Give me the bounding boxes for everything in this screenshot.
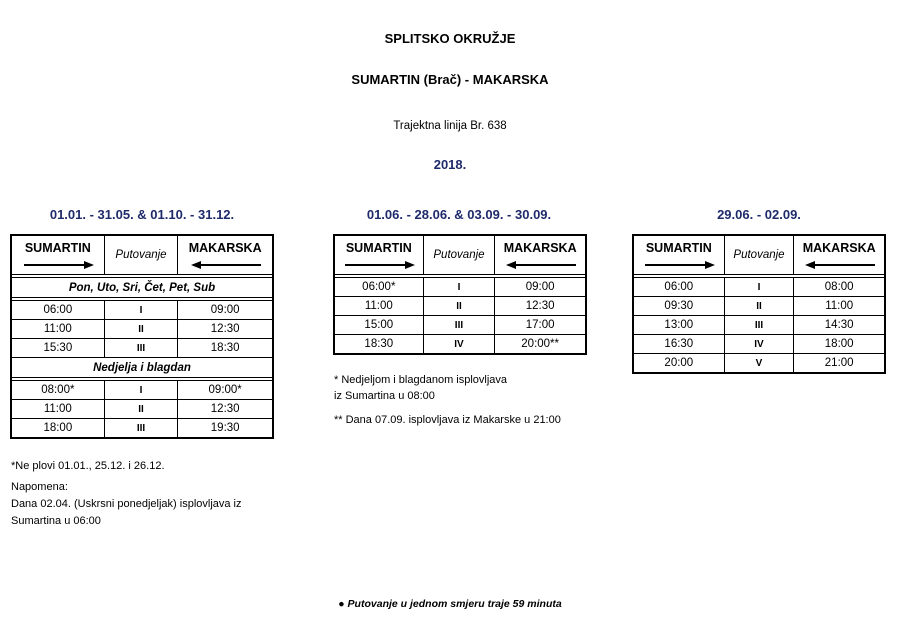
duration-label: Putovanje bbox=[724, 235, 794, 275]
table-row: 15:00 III 17:00 bbox=[334, 316, 586, 335]
year: 2018. bbox=[433, 157, 467, 172]
table-row: 18:00 III 19:30 bbox=[11, 419, 273, 439]
note: Sumartina u 06:00 bbox=[11, 515, 101, 527]
timetable-2 bbox=[333, 234, 587, 355]
region-title: SPLITSKO OKRUŽJE bbox=[384, 31, 516, 46]
section-label: Nedjelja i blagdan bbox=[11, 358, 273, 378]
timetable-1 bbox=[10, 234, 274, 439]
arrow-right-icon bbox=[345, 260, 415, 270]
note: * Nedjeljom i blagdanom isplovljava bbox=[334, 374, 508, 386]
table-row: 15:30 III 18:30 bbox=[11, 339, 273, 358]
table-header bbox=[334, 235, 586, 275]
note: ** Dana 07.09. isplovljava iz Makarske u 21:00 bbox=[334, 414, 561, 426]
table-header bbox=[11, 235, 273, 275]
table-row: 06:00 I 08:00 bbox=[633, 278, 885, 297]
table-row: 13:00 III 14:30 bbox=[633, 316, 885, 335]
arrow-left-icon bbox=[506, 260, 576, 270]
note: Dana 02.04. (Uskrsni ponedjeljak) isplovljava iz bbox=[11, 498, 242, 510]
arrow-left-icon bbox=[191, 260, 261, 270]
to-port-label: MAKARSKA bbox=[503, 241, 577, 255]
route-title: SUMARTIN (Brač) - MAKARSKA bbox=[351, 72, 549, 87]
duration-label: Putovanje bbox=[423, 235, 495, 275]
from-port-label: SUMARTIN bbox=[345, 241, 412, 255]
table-row: 16:30 IV 18:00 bbox=[633, 335, 885, 354]
table-row: 06:00* I 09:00 bbox=[334, 278, 586, 297]
timetable-3 bbox=[632, 234, 886, 374]
note-heading: Napomena: bbox=[11, 481, 68, 493]
section-label: Pon, Uto, Sri, Čet, Pet, Sub bbox=[11, 278, 273, 298]
from-port-label: SUMARTIN bbox=[645, 241, 712, 255]
table-row: 09:30 II 11:00 bbox=[633, 297, 885, 316]
arrow-right-icon bbox=[645, 260, 715, 270]
period-title-1: 01.01. - 31.05. & 01.10. - 31.12. bbox=[49, 207, 235, 222]
period-title-3: 29.06. - 02.09. bbox=[717, 207, 801, 222]
table-row: 20:00 V 21:00 bbox=[633, 354, 885, 374]
table-row: 11:00 II 12:30 bbox=[334, 297, 586, 316]
note: iz Sumartina u 08:00 bbox=[334, 390, 435, 402]
period-title-2: 01.06. - 28.06. & 03.09. - 30.09. bbox=[366, 207, 552, 222]
duration-label: Putovanje bbox=[104, 235, 178, 275]
from-port-label: SUMARTIN bbox=[24, 241, 91, 255]
note: *Ne plovi 01.01., 25.12. i 26.12. bbox=[11, 460, 165, 472]
table-row: 11:00 II 12:30 bbox=[11, 400, 273, 419]
table-row: 08:00* I 09:00* bbox=[11, 381, 273, 400]
to-port-label: MAKARSKA bbox=[802, 241, 876, 255]
table-row: 06:00 I 09:00 bbox=[11, 301, 273, 320]
arrow-right-icon bbox=[24, 260, 94, 270]
table-row: 11:00 II 12:30 bbox=[11, 320, 273, 339]
table-row: 18:30 IV 20:00** bbox=[334, 335, 586, 355]
line-number: Trajektna linija Br. 638 bbox=[393, 120, 507, 132]
arrow-left-icon bbox=[805, 260, 875, 270]
table-header bbox=[633, 235, 885, 275]
footer-note: ● Putovanje u jednom smjeru traje 59 minuta bbox=[338, 598, 562, 610]
to-port-label: MAKARSKA bbox=[188, 241, 262, 255]
